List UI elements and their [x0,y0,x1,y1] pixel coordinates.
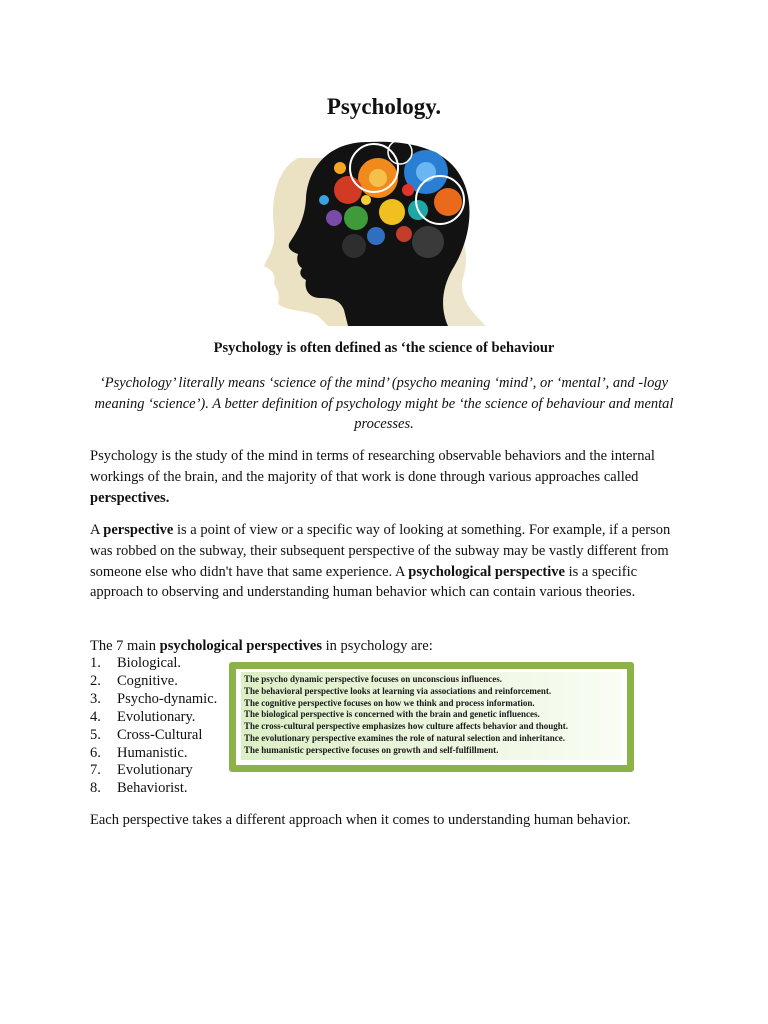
subtitle: Psychology is often defined as ‘the science of behaviour [213,340,555,356]
list-item [90,762,217,780]
list-item-number: 8. [90,780,101,797]
list-item-number: 7. [90,762,101,779]
list-item-label: Behaviorist. [117,780,188,797]
list-item-number: 3. [90,690,101,707]
intro-text-c: in psychology are: [321,638,433,654]
list-item [90,709,217,727]
gear-orange-small [434,188,462,216]
gear-gray-2 [342,234,366,258]
gear-green [344,206,368,230]
intro-bold: psychological perspectives [159,638,322,654]
callout-line: The evolutionary perspective examines the role of natural selection and inheritance. [244,732,566,743]
paragraph-perspective [90,520,680,603]
psychological-perspective-term: psychological perspective [408,563,565,580]
perspectives-intro [90,636,680,657]
gear-yellow [379,199,405,225]
gear-blue-small [367,227,385,245]
list-item-number: 5. [90,726,101,743]
callout-line: The humanistic perspective focuses on growth and self-fulfillment. [244,744,499,755]
callout-line: The behavioral perspective looks at learning via associations and reinforcement. [244,685,552,696]
list-item [90,655,217,673]
list-item [90,780,217,798]
list-item-number: 4. [90,708,101,725]
gear-gray [412,226,444,258]
page-title: Psychology. [326,94,442,119]
list-item-label: Evolutionary [117,762,193,779]
callout-content [241,672,622,760]
list-item [90,727,217,745]
gear-red [334,176,362,204]
callout-line: The biological perspective is concerned with the brain and genetic influences. [244,709,540,720]
perspective-term: perspective [103,522,174,538]
definition-quote: ‘Psychology’ literally means ‘science of the mind’ (psycho meaning ‘mind’, or ‘mental’, and -logy meaning ‘science’). A better definition of psychology might be ‘the science of behaviour and mental processes. [94,375,674,432]
list-item-label: Biological. [117,655,182,671]
paragraph-study-text: Psychology is the study of the mind in terms of researching observable behaviors and the internal workings of the brain, and the majority of that work is done through various approaches called [90,448,655,485]
list-item-label: Cross-Cultural [117,726,203,743]
list-item-number: 2. [90,672,101,689]
gear-purple [326,210,342,226]
gear-red-small [396,226,412,242]
list-item-label: Evolutionary. [117,708,196,725]
p2-text-a: A [90,522,104,538]
list-item [90,691,217,709]
brain-gears-illustration [258,138,488,328]
list-item [90,745,217,763]
callout-line: The cross-cultural perspective emphasizes how culture affects behavior and thought. [244,721,568,732]
list-item-number: 6. [90,744,101,761]
p2-text-c: is a point of view or a specific way of looking at something. For example, if a person was robbed on the subway, their subsequent perspective of the subway may be vastly different from someone else who didn't have that same experience. A [90,522,671,580]
closing-paragraph: Each perspective takes a different approach when it comes to understanding human behavior. [90,812,631,828]
list-item-label: Humanistic. [117,744,188,761]
list-item-number: 1. [90,655,101,671]
intro-text-a: The 7 main [90,638,160,654]
callout-line: The psycho dynamic perspective focuses on unconscious influences. [244,674,503,684]
list-item-label: Psycho-dynamic. [117,690,218,707]
perspectives-list [90,655,217,798]
p2-text-d: is a specific approach to observing and understanding human behavior which can contain various theories. [90,563,638,601]
paragraph-study [90,446,680,508]
list-item [90,673,217,691]
list-item-label: Cognitive. [117,672,178,689]
perspectives-callout-box [229,662,634,772]
callout-line: The cognitive perspective focuses on how we think and process information. [244,697,535,708]
perspectives-term: perspectives. [90,489,170,506]
